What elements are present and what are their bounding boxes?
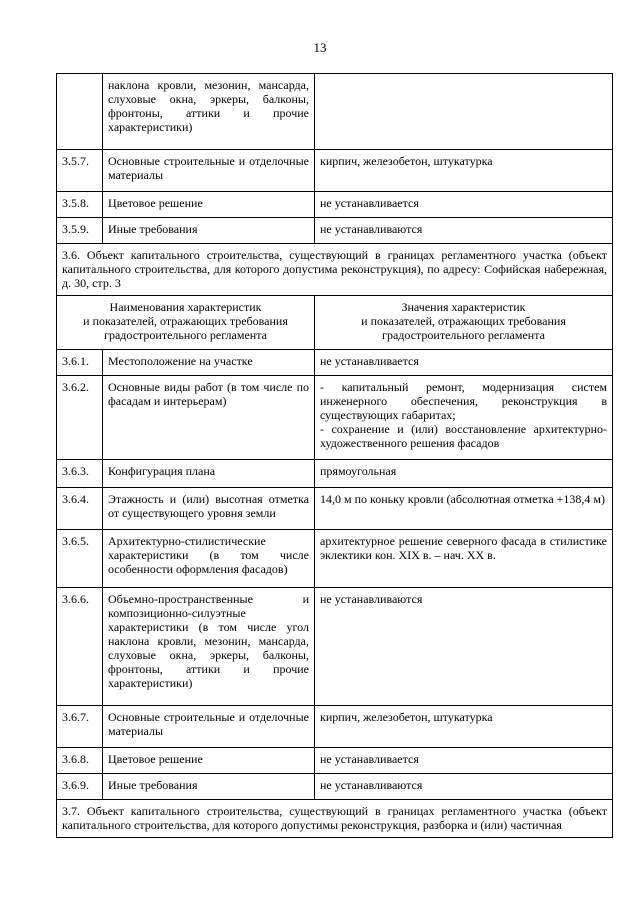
row-number: 3.5.8.	[57, 192, 103, 218]
table-row	[57, 376, 613, 460]
row-value: кирпич, железобетон, штукатурка	[315, 150, 613, 192]
row-number: 3.6.3.	[57, 460, 103, 488]
row-number: 3.5.9.	[57, 218, 103, 244]
row-name: Этажность и (или) высотная отметка от существующего уровня земли	[103, 488, 315, 530]
table-row	[57, 748, 613, 774]
table-row	[57, 588, 613, 706]
table-row	[57, 350, 613, 376]
row-number: 3.6.1.	[57, 350, 103, 376]
row-value: не устанавливаются	[315, 774, 613, 800]
row-name: Иные требования	[103, 218, 315, 244]
section-title: 3.6. Объект капитального строительства, существующий в границах регламентного участка (объект капитального строительства, для которого допустима реконструкция), по адресу: Софийская набережная, д. 30, стр. 3	[57, 244, 613, 296]
regulation-table	[56, 73, 613, 838]
row-value: прямоугольная	[315, 460, 613, 488]
row-value: не устанавливается	[315, 748, 613, 774]
row-value: кирпич, железобетон, штукатурка	[315, 706, 613, 748]
table-row	[57, 774, 613, 800]
row-name: наклона кровли, мезонин, мансарда, слуховые окна, эркеры, балконы, фронтоны, аттики и прочие характеристики)	[103, 74, 315, 150]
table-row	[57, 488, 613, 530]
section-title-row	[57, 800, 613, 838]
row-value: не устанавливается	[315, 350, 613, 376]
section-title: 3.7. Объект капитального строительства, существующий в границах регламентного участка (объект капитального строительства, для которого допустимы реконструкция, разборка и (или) частичная	[57, 800, 613, 838]
row-value: не устанавливаются	[315, 218, 613, 244]
table-row	[57, 460, 613, 488]
row-value: 14,0 м по коньку кровли (абсолютная отметка +138,4 м)	[315, 488, 613, 530]
row-number: 3.6.4.	[57, 488, 103, 530]
row-number: 3.6.6.	[57, 588, 103, 706]
row-number	[57, 74, 103, 150]
row-name: Местоположение на участке	[103, 350, 315, 376]
row-value: не устанавливаются	[315, 588, 613, 706]
table-row	[57, 192, 613, 218]
row-name: Конфигурация плана	[103, 460, 315, 488]
row-name: Основные строительные и отделочные материалы	[103, 706, 315, 748]
row-name: Цветовое решение	[103, 748, 315, 774]
row-name: Основные виды работ (в том числе по фасадам и интерьерам)	[103, 376, 315, 460]
row-number: 3.6.8.	[57, 748, 103, 774]
row-number: 3.5.7.	[57, 150, 103, 192]
row-number: 3.6.9.	[57, 774, 103, 800]
table-row	[57, 530, 613, 588]
page-number: 13	[313, 40, 327, 55]
row-name: Цветовое решение	[103, 192, 315, 218]
table-row	[57, 74, 613, 150]
row-value: не устанавливается	[315, 192, 613, 218]
table-header-row	[57, 296, 613, 350]
row-name: Объемно-пространственные и композиционно-силуэтные характеристики (в том числе угол наклона кровли, мезонин, мансарда, слуховые окна, эркеры, балконы, фронтоны, аттики и прочие характеристики)	[103, 588, 315, 706]
row-name: Иные требования	[103, 774, 315, 800]
table-row	[57, 706, 613, 748]
table-row	[57, 150, 613, 192]
value-line: - сохранение и (или) восстановление архитектурно-художественного решения фасадов	[320, 422, 607, 450]
table-row	[57, 218, 613, 244]
row-value	[315, 74, 613, 150]
row-value: архитектурное решение северного фасада в стилистике эклектики кон. XIX в. – нач. XX в.	[315, 530, 613, 588]
row-number: 3.6.7.	[57, 706, 103, 748]
header-value: Значения характеристик и показателей, отражающих требования градостроительного регламента	[315, 296, 613, 350]
row-number: 3.6.2.	[57, 376, 103, 460]
row-name: Архитектурно-стилистические характеристики (в том числе особенности оформления фасадов)	[103, 530, 315, 588]
section-title-row	[57, 244, 613, 296]
header-name: Наименования характеристик и показателей, отражающих требования градостроительного регламента	[57, 296, 315, 350]
row-name: Основные строительные и отделочные материалы	[103, 150, 315, 192]
value-line: - капитальный ремонт, модернизация систем инженерного обеспечения, реконструкция в существующих габаритах;	[320, 380, 607, 422]
row-value	[315, 376, 613, 460]
row-number: 3.6.5.	[57, 530, 103, 588]
